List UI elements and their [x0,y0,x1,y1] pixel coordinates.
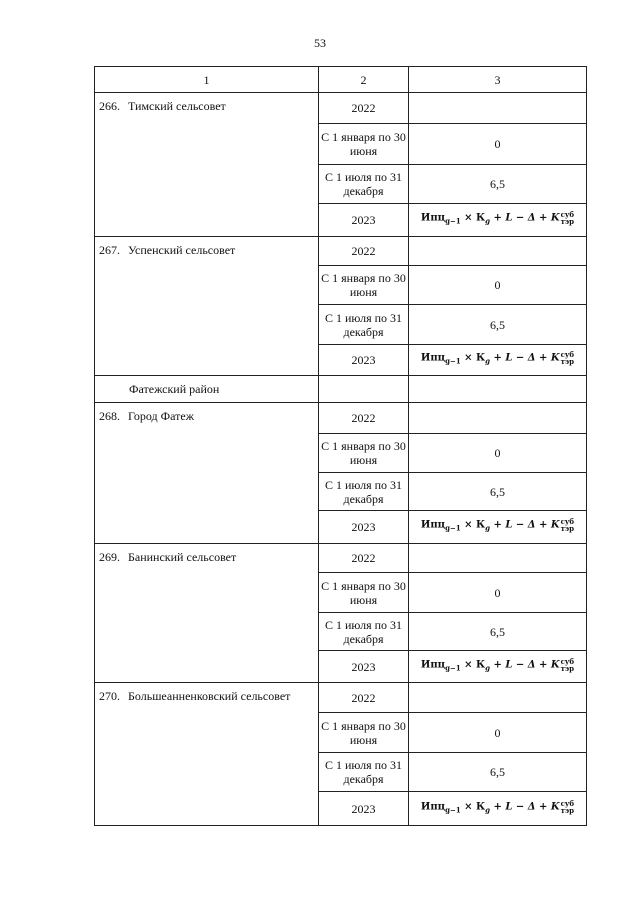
municipality-cell [95,237,319,376]
entry-number: 270. [99,689,120,703]
empty-cell [409,544,587,573]
year-cell: 2022 [319,544,409,573]
period-cell: С 1 июля по 31 декабря [319,165,409,204]
formula-cell: $Ипц_{g-1} \times К_g + L - \Delta + K$ суб тэр [409,345,587,376]
municipality-cell [95,683,319,826]
column-header-1: 1 [95,67,319,93]
period-cell: С 1 января по 30 июня [319,713,409,753]
period-cell: С 1 января по 30 июня [319,434,409,473]
period-cell: С 1 января по 30 июня [319,266,409,305]
empty-cell [409,376,587,403]
column-header-2: 2 [319,67,409,93]
formula-cell: $Ипц_{g-1} \times К_g + L - \Delta + K$ суб тэр [409,511,587,544]
year-cell: 2023 [319,204,409,237]
column-header-3: 3 [409,67,587,93]
period-cell: С 1 июля по 31 декабря [319,473,409,511]
district-row [95,376,587,403]
empty-cell [409,93,587,124]
entry-number: 267. [99,243,120,257]
district-name: Фатежский район [95,376,319,403]
entry-number: 269. [99,550,120,564]
period-cell: С 1 июля по 31 декабря [319,753,409,792]
municipality-name: Банинский сельсовет [128,550,237,564]
formula-cell: $Ипц_{g-1} \times К_g + L - \Delta + K$ суб тэр [409,792,587,826]
period-cell: С 1 января по 30 июня [319,573,409,613]
period-cell: С 1 января по 30 июня [319,124,409,165]
period-cell: С 1 июля по 31 декабря [319,613,409,651]
table-row [95,93,587,124]
value-cell: 0 [409,266,587,305]
table-row [95,683,587,713]
municipality-name: Тимский сельсовет [128,99,226,113]
value-cell: 6,5 [409,613,587,651]
formula-cell: $Ипц_{g-1} \times К_g + L - \Delta + K$ суб тэр [409,204,587,237]
table-row [95,403,587,434]
entry-number: 268. [99,409,120,423]
year-cell: 2023 [319,511,409,544]
page-number: 53 [314,36,326,50]
tariff-table [94,66,587,826]
value-cell: 6,5 [409,473,587,511]
municipality-cell [95,544,319,683]
empty-cell [319,376,409,403]
municipality-name: Успенский сельсовет [128,243,236,257]
year-cell: 2022 [319,683,409,713]
empty-cell [409,683,587,713]
empty-cell [409,403,587,434]
value-cell: 0 [409,124,587,165]
header-row [95,67,587,93]
value-cell: 0 [409,573,587,613]
municipality-cell [95,403,319,544]
empty-cell [409,237,587,266]
year-cell: 2022 [319,237,409,266]
value-cell: 6,5 [409,305,587,345]
period-cell: С 1 июля по 31 декабря [319,305,409,345]
year-cell: 2022 [319,403,409,434]
municipality-name: Город Фатеж [128,409,194,423]
value-cell: 6,5 [409,753,587,792]
municipality-name: Большеанненковский сельсовет [128,689,291,703]
entry-number: 266. [99,99,120,113]
value-cell: 0 [409,713,587,753]
table-row [95,544,587,573]
year-cell: 2023 [319,345,409,376]
municipality-cell [95,93,319,237]
table-row [95,237,587,266]
value-cell: 6,5 [409,165,587,204]
value-cell: 0 [409,434,587,473]
year-cell: 2022 [319,93,409,124]
formula-cell: $Ипц_{g-1} \times К_g + L - \Delta + K$ суб тэр [409,651,587,683]
year-cell: 2023 [319,792,409,826]
year-cell: 2023 [319,651,409,683]
